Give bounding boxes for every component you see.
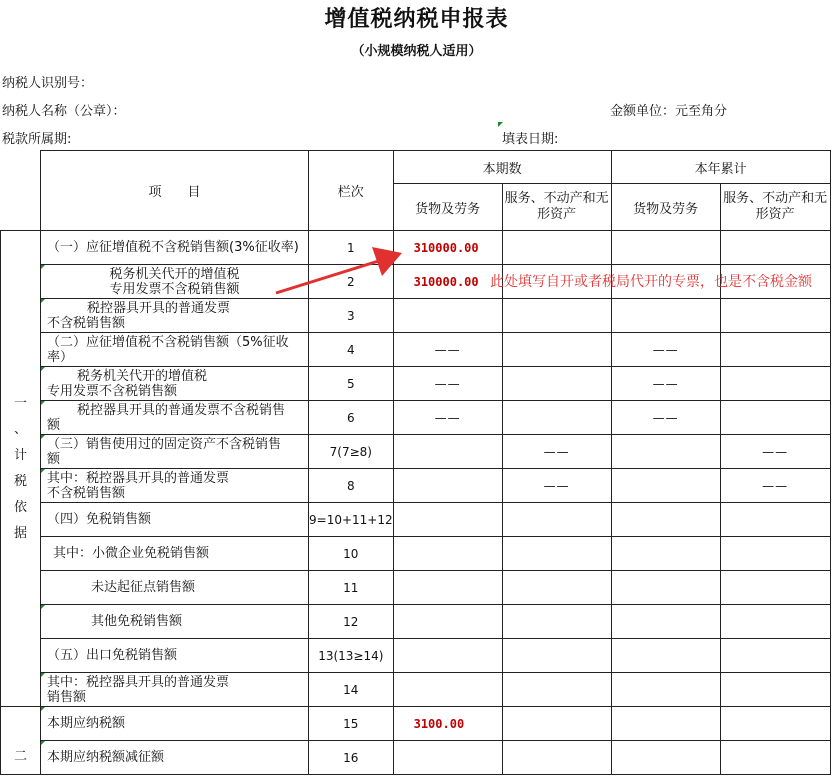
section-1-char: 、 [13, 421, 27, 437]
row-4-current-goods-dash: —— [393, 333, 502, 367]
row-lanci-9: 9=10+11+12 [309, 503, 394, 537]
col-header-ytd-services: 服务、不动产和无形资产 [720, 184, 830, 231]
col-header-current-services: 服务、不动产和无形资产 [502, 184, 611, 231]
row-lanci-2: 2 [309, 265, 394, 299]
row-item-12-text: 其他免税销售额 [91, 614, 183, 629]
row-item-2-line2: 专用发票不含税销售额 [109, 281, 240, 297]
row-lanci-13: 13(13≥14) [309, 639, 394, 673]
form-subtitle: （小规模纳税人适用） [351, 44, 482, 59]
row-lanci-14: 14 [309, 673, 394, 707]
row-item-9: （四）免税销售额 [41, 503, 309, 537]
row-item-3-line2: 不含税销售额 [47, 315, 126, 331]
row-5-ytd-goods-dash: —— [611, 367, 720, 401]
row-lanci-6: 6 [309, 401, 394, 435]
taxpayer-id-label: 纳税人识别号： [2, 76, 94, 91]
row-item-13: （五）出口免税销售额 [41, 639, 309, 673]
row-lanci-1: 1 [309, 231, 394, 265]
row-item-8-line1: 其中：税控器具开具的普通发票 [47, 470, 230, 486]
row-item-8-line2: 不含税销售额 [47, 485, 126, 501]
row-item-6-line2: 额 [47, 417, 61, 433]
row-2-current-goods-value[interactable]: 310000.00 [393, 265, 502, 299]
amount-unit-label: 金额单位：元至角分 [610, 104, 728, 119]
row-item-14-line2: 销售额 [47, 689, 87, 705]
col-header-item: 项 目 [41, 151, 309, 231]
section-1-char: 据 [13, 525, 27, 541]
form-title: 增值税纳税申报表 [324, 7, 509, 32]
col-header-lanci: 栏次 [309, 151, 394, 231]
row-item-5-line2: 专用发票不含税销售额 [47, 383, 178, 399]
col-header-ytd-goods: 货物及劳务 [611, 184, 720, 231]
row-lanci-16: 16 [309, 741, 394, 775]
row-item-11: 未达起征点销售额 [41, 571, 309, 605]
row-lanci-4: 4 [309, 333, 394, 367]
row-lanci-3: 3 [309, 299, 394, 333]
row-6-current-goods-dash: —— [393, 401, 502, 435]
row-item-1: （一）应征增值税不含税销售额(3%征收率) [41, 231, 309, 265]
row-lanci-8: 8 [309, 469, 394, 503]
section-1-char: 计 [13, 447, 27, 463]
section-1-char: 依 [13, 499, 27, 515]
section-2-label: 二 [1, 707, 41, 775]
row-5-current-goods-dash: —— [393, 367, 502, 401]
row-lanci-7: 7(7≥8) [309, 435, 394, 469]
row-lanci-10: 10 [309, 537, 394, 571]
section-1-char: 税 [13, 473, 27, 489]
row-item-2-line1: 税务机关代开的增值税 [109, 266, 240, 282]
row-15-current-goods-value[interactable]: 3100.00 [393, 707, 502, 741]
row-item-4-line2: 率） [47, 349, 74, 365]
col-header-current: 本期数 [393, 151, 611, 184]
fill-date-label: 填表日期: [502, 132, 559, 147]
row-lanci-15: 15 [309, 707, 394, 741]
row-item-15-text: 本期应纳税额 [47, 716, 126, 731]
row-item-7-line2: 额 [47, 451, 61, 467]
annotation-note: 此处填写自开或者税局代开的专票，也是不含税金额 [490, 274, 812, 290]
col-header-ytd: 本年累计 [611, 151, 830, 184]
row-item-7-line1: （三）销售使用过的固定资产不含税销售 [47, 436, 282, 452]
row-item-14-line1: 其中：税控器具开具的普通发票 [47, 674, 230, 690]
taxpayer-name-label: 纳税人名称（公章）： [2, 104, 126, 119]
section-1-char: 一 [13, 395, 27, 411]
row-7-current-services-dash: —— [502, 435, 611, 469]
row-4-ytd-goods-dash: —— [611, 333, 720, 367]
row-lanci-12: 12 [309, 605, 394, 639]
row-6-ytd-goods-dash: —— [611, 401, 720, 435]
row-lanci-5: 5 [309, 367, 394, 401]
row-item-3-line1: 税控器具开具的普通发票 [87, 300, 231, 316]
row-item-4-line1: （二）应征增值税不含税销售额（5%征收 [47, 334, 289, 350]
row-8-current-services-dash: —— [502, 469, 611, 503]
row-7-ytd-services-dash: —— [720, 435, 830, 469]
row-item-5-line1: 税务机关代开的增值税 [77, 368, 208, 384]
tax-period-label: 税款所属期: [2, 132, 72, 147]
row-item-6-line1: 税控器具开具的普通发票不含税销售 [77, 402, 286, 418]
row-lanci-11: 11 [309, 571, 394, 605]
row-item-16-text: 本期应纳税额减征额 [47, 750, 165, 765]
col-header-current-goods: 货物及劳务 [393, 184, 502, 231]
row-1-current-goods-value[interactable]: 310000.00 [393, 231, 502, 265]
row-8-ytd-services-dash: —— [720, 469, 830, 503]
row-item-10: 其中：小微企业免税销售额 [41, 537, 309, 571]
